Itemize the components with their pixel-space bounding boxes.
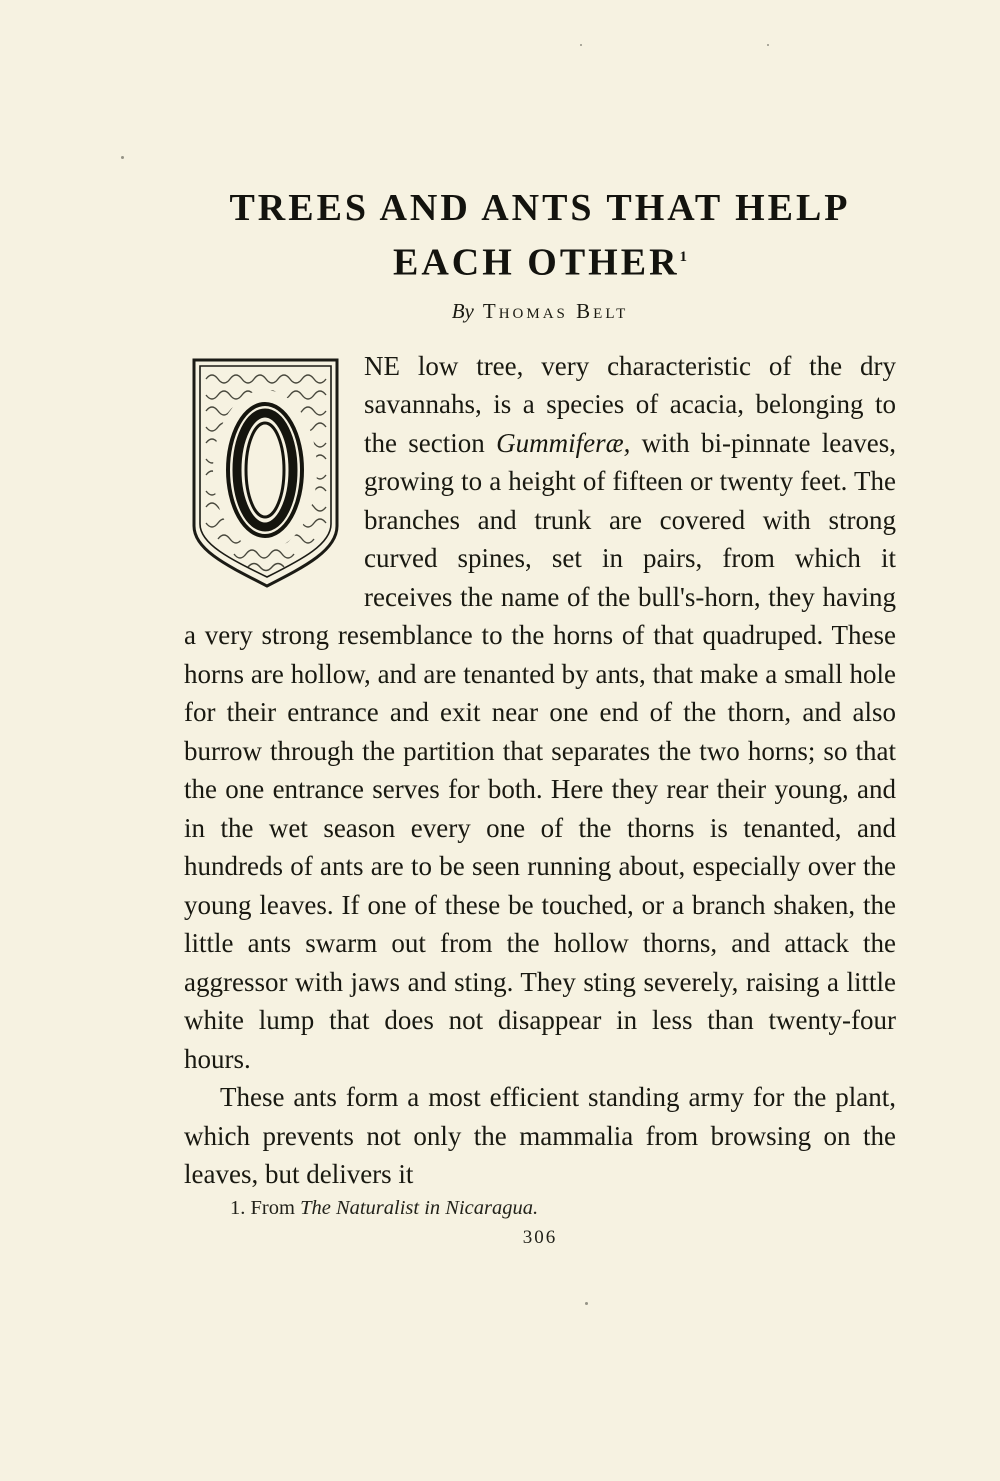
page-number: 306	[522, 1226, 558, 1248]
scan-speck	[585, 1302, 588, 1305]
byline-prefix: By	[451, 298, 474, 323]
scan-speck	[580, 44, 582, 46]
page-content	[184, 184, 896, 1249]
paragraph-1-start: NE low tree, very characteristic of the dry savannahs, is a species of acacia, belonging to the section	[364, 350, 896, 458]
scan-speck	[767, 44, 769, 46]
byline	[184, 299, 896, 324]
species-section-name: Gummiferæ,	[496, 427, 631, 458]
body-text	[184, 347, 896, 1194]
title-line-1: TREES AND ANTS THAT HELP	[229, 187, 851, 229]
footnote	[184, 1197, 896, 1220]
paragraph-1-end: with bi-pinnate leaves, growing to a height of fifteen or twenty feet. The branches and trunk are covered with strong curved spines, set in pairs, from which it receives the name of the bull's-horn, they having a very strong resemblance to the horns of that quadruped. These horns are hollow, and are tenanted by ants, that make a small hole for their entrance and exit near one end of the thorn, and also burrow through the partition that separates the two horns; so that the one entrance serves for both. Here they rear their young, and in the wet season every one of the thorns is tenanted, and hundreds of ants are to be seen running about, especially over the young leaves. If one of these be touched, or a branch shaken, the little ants swarm out from the hollow thorns, and attack the aggressor with jaws and sting. They sting severely, raising a little white lump that does not disappear in less than twenty-four hours.	[184, 427, 896, 1074]
paragraph-2: These ants form a most efficient standing army for the plant, which prevents not only the mammalia from browsing on the leaves, but delivers it	[184, 1082, 896, 1190]
footnote-marker: 1	[679, 249, 688, 265]
author-name: Thomas Belt	[482, 298, 629, 323]
article-title	[184, 184, 896, 288]
scan-speck	[121, 156, 124, 159]
engraved-initial-o-illustration	[184, 354, 347, 594]
decorative-initial-block	[184, 354, 347, 594]
footnote-source-title: The Naturalist in Nicaragua.	[300, 1196, 539, 1219]
footnote-prefix: 1. From	[230, 1196, 301, 1219]
title-line-2: EACH OTHER	[392, 241, 680, 284]
